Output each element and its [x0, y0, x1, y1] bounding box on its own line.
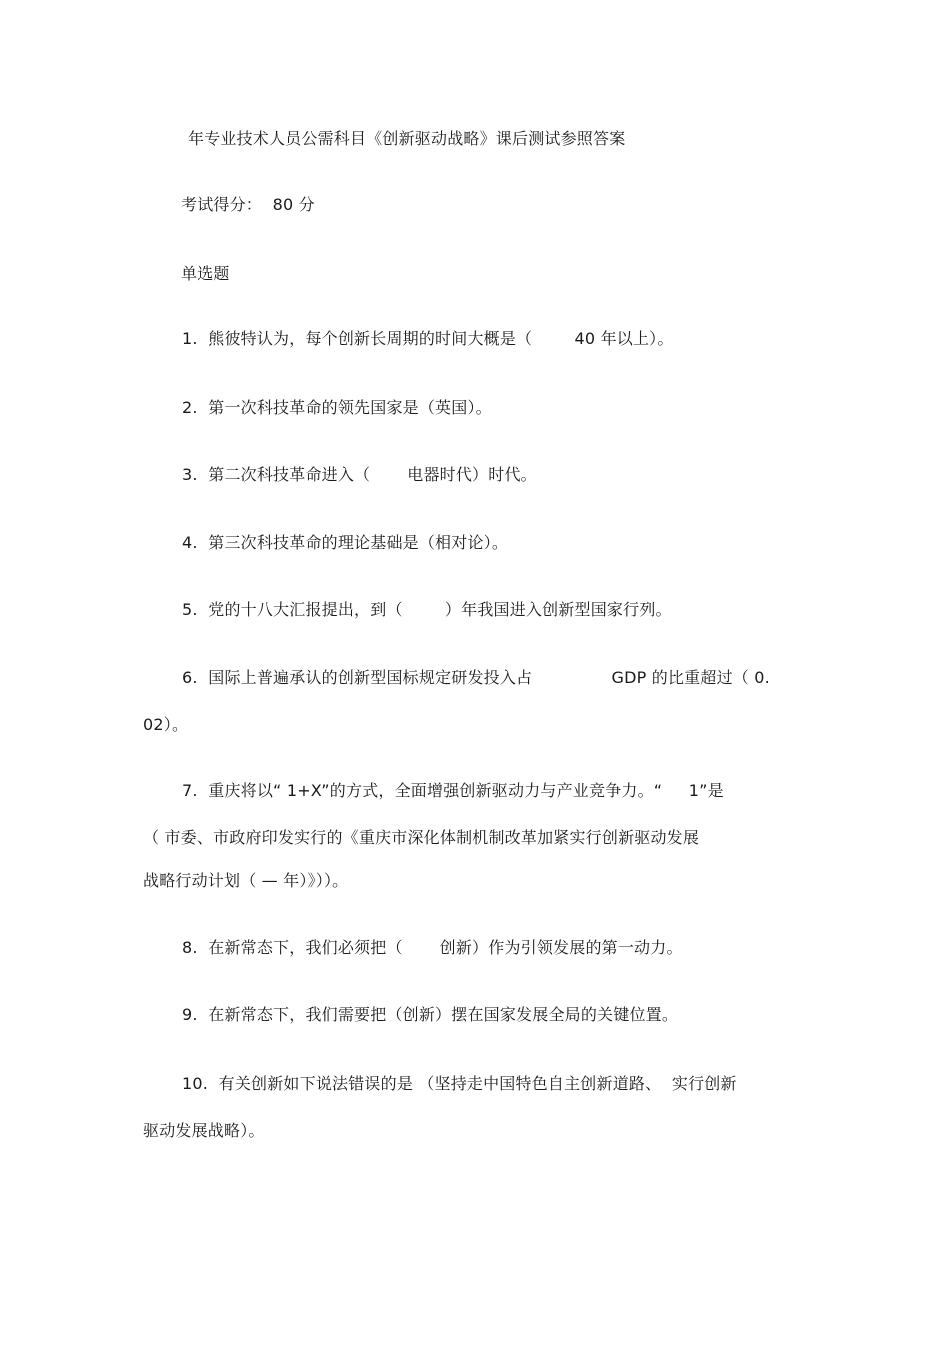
question-7-line-2: （ 市委、市政府印发实行的《重庆市深化体制机制改革加紧实行创新驱动发展 — [143, 828, 700, 847]
question-8: 8. 在新常态下，我们必须把（ 创新）作为引领发展的第一动力。 — [182, 938, 683, 957]
question-7-line-1: 7. 重庆将以“ 1+X”的方式，全面增强创新驱动力与产业竞争力。“ 1”是 — [182, 781, 724, 800]
question-6-line-1: 6. 国际上普遍承认的创新型国标规定研发投入占 GDP 的比重超过（ 0. — [182, 668, 770, 687]
exam-score: 考试得分： 80 分 — [181, 195, 315, 214]
question-10-line-1: 10. 有关创新如下说法错误的是 （坚持走中国特色自主创新道路、 实行创新 — [182, 1074, 737, 1093]
question-10-line-2: 驱动发展战略）。 — [143, 1121, 265, 1140]
question-4: 4. 第三次科技革命的理论基础是（相对论）。 — [182, 533, 509, 552]
question-2: 2. 第一次科技革命的领先国家是（英国）。 — [182, 398, 492, 417]
question-6-line-2: 02）。 — [143, 715, 189, 734]
document-title: 年专业技术人员公需科目《创新驱动战略》课后测试参照答案 — [188, 129, 626, 148]
question-5: 5. 党的十八大汇报提出，到（ ）年我国进入创新型国家行列。 — [182, 600, 672, 619]
question-1: 1. 熊彼特认为，每个创新长周期的时间大概是（ 40 年以上）。 — [182, 329, 674, 348]
question-3: 3. 第二次科技革命进入（ 电器时代）时代。 — [182, 465, 537, 484]
question-9: 9. 在新常态下，我们需要把（创新）摆在国家发展全局的关键位置。 — [182, 1005, 679, 1024]
section-heading: 单选题 — [181, 264, 230, 283]
question-7-line-3: 战略行动计划（ — 年）》））。 — [143, 871, 349, 890]
